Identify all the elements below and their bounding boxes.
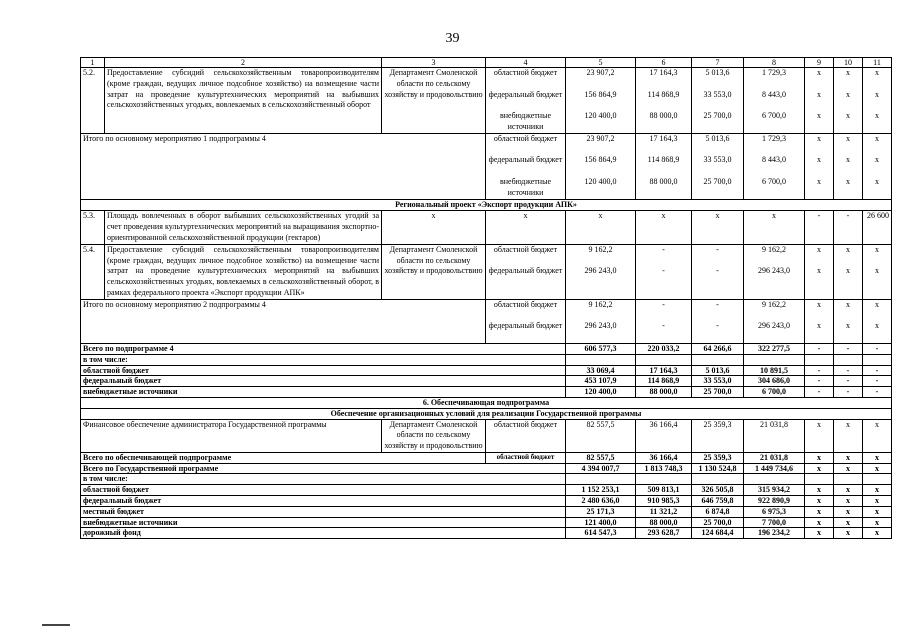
table-row: [81, 68, 892, 134]
value-col-11: -: [863, 365, 892, 376]
total-label: внебюджетные источники: [81, 387, 566, 398]
value-col-10: х: [834, 485, 863, 496]
table-row: [81, 211, 892, 244]
value-col-10: х: [834, 528, 863, 539]
value-col-7: 33 553,0: [692, 376, 744, 387]
value-col-7: 25 700,0: [692, 517, 744, 528]
value-col-8: 315 934,2: [744, 485, 805, 496]
section-subheading: Обеспечение организационных условий для реализации Государственной программы: [81, 408, 892, 419]
value-col-6: х: [636, 211, 692, 244]
value-col-8: 1 729,3 8 443,0 6 700,0: [744, 133, 805, 199]
value-col-8: 21 031,8: [744, 452, 805, 463]
total-label: дорожный фонд: [81, 528, 566, 539]
measure-description: Предоставление субсидий сельскохозяйственным товаропроизводителям (кроме граждан, ведущих личное подсобное хозяйство) на возмещение части затрат на проведение культуртехнических мероприятий на выбывших сельскохозяйственных угодьях, вовлекаемых в сельскохозяйственный оборот: [105, 68, 382, 134]
col-num: 10: [834, 58, 863, 68]
value-col-7: 124 684,4: [692, 528, 744, 539]
value-col-6: 36 166,4: [636, 419, 692, 452]
value-col-5: 9 162,2 296 243,0: [566, 299, 636, 343]
funding-sources: областной бюджет федеральный бюджет внебюджетные источники: [486, 133, 566, 199]
value-col-5: 9 162,2 296 243,0: [566, 244, 636, 299]
value-col-11: х: [863, 506, 892, 517]
value-col-10: х х х: [834, 133, 863, 199]
row-number: 5.3.: [81, 211, 105, 244]
section-heading: 6. Обеспечивающая подпрограмма: [81, 397, 892, 408]
value-col-8: х: [744, 211, 805, 244]
value-col-10: х: [834, 463, 863, 474]
total-row: [81, 343, 892, 354]
total-row: [81, 387, 892, 398]
value-col-9: х: [805, 419, 834, 452]
page-number: 39: [445, 31, 460, 46]
col-num: 1: [81, 58, 105, 68]
value-col-7: 646 759,8: [692, 496, 744, 507]
value-col-5: 82 557,5: [566, 419, 636, 452]
value-col-10: -: [834, 211, 863, 244]
value-col-6: 11 321,2: [636, 506, 692, 517]
row-number: 5.2.: [81, 68, 105, 134]
value-col-10: х: [834, 452, 863, 463]
value-col-11: х х х: [863, 133, 892, 199]
value-col-10: х: [834, 419, 863, 452]
measure-description: Предоставление субсидий сельскохозяйственным товаропроизводителям (кроме граждан, ведущих личное подсобное хозяйство) на возмещение части затрат на проведение культуртехнических мероприятий на выбывших сельскохозяйственных угодьях, вовлекаемых в сельскохозяйственный оборот, в рамках федерального проекта «Экспорт продукции АПК»: [105, 244, 382, 299]
value-col-5: 82 557,5: [566, 452, 636, 463]
value-col-10: [834, 354, 863, 365]
value-col-10: х: [834, 496, 863, 507]
value-col-6: 1 813 748,3: [636, 463, 692, 474]
value-col-11: х х х: [863, 68, 892, 134]
total-label: федеральный бюджет: [81, 376, 566, 387]
value-col-11: х: [863, 485, 892, 496]
value-col-7: [692, 354, 744, 365]
value-col-3: х: [382, 211, 486, 244]
total-label: областной бюджет: [81, 485, 566, 496]
subtotal-label: Итого по основному мероприятию 1 подпрограммы 4: [81, 133, 486, 199]
total-row: [81, 496, 892, 507]
value-col-11: -: [863, 387, 892, 398]
value-col-5: 606 577,3: [566, 343, 636, 354]
value-col-8: 322 277,5: [744, 343, 805, 354]
total-label: Всего по обеспечивающей подпрограмме: [81, 452, 486, 463]
value-col-10: х х х: [834, 68, 863, 134]
funding-source: областной бюджет: [486, 452, 566, 463]
program-financing-table: [80, 57, 892, 539]
value-col-8: 7 700,0: [744, 517, 805, 528]
value-col-7: 25 359,3: [692, 452, 744, 463]
value-col-5: 121 400,0: [566, 517, 636, 528]
section-heading-row: [81, 408, 892, 419]
col-num: 4: [486, 58, 566, 68]
value-col-9: х х: [805, 299, 834, 343]
value-col-9: х: [805, 463, 834, 474]
total-row: [81, 485, 892, 496]
total-row: [81, 365, 892, 376]
value-col-7: - -: [692, 244, 744, 299]
value-col-5: 453 107,9: [566, 376, 636, 387]
col-num: 7: [692, 58, 744, 68]
value-col-11: х х: [863, 244, 892, 299]
value-col-5: 1 152 253,1: [566, 485, 636, 496]
value-col-9: -: [805, 211, 834, 244]
value-col-4: х: [486, 211, 566, 244]
value-col-9: х х х: [805, 68, 834, 134]
total-row: [81, 528, 892, 539]
total-row: [81, 517, 892, 528]
total-label: федеральный бюджет: [81, 496, 566, 507]
col-num: 9: [805, 58, 834, 68]
value-col-10: [834, 474, 863, 485]
value-col-7: 5 013,6 33 553,0 25 700,0: [692, 68, 744, 134]
value-col-9: х х: [805, 244, 834, 299]
value-col-9: х: [805, 528, 834, 539]
section-heading-row: [81, 397, 892, 408]
value-col-8: 1 729,3 8 443,0 6 700,0: [744, 68, 805, 134]
funding-sources: областной бюджет федеральный бюджет: [486, 244, 566, 299]
value-col-7: 25 359,3: [692, 419, 744, 452]
value-col-9: -: [805, 376, 834, 387]
value-col-11: 26 600: [863, 211, 892, 244]
value-col-8: 1 449 734,6: [744, 463, 805, 474]
value-col-11: -: [863, 343, 892, 354]
value-col-5: 33 069,4: [566, 365, 636, 376]
table-row: [81, 299, 892, 343]
funding-sources: областной бюджет федеральный бюджет: [486, 299, 566, 343]
value-col-8: 196 234,2: [744, 528, 805, 539]
total-row: [81, 376, 892, 387]
funding-source: областной бюджет: [486, 419, 566, 452]
value-col-8: 9 162,2 296 243,0: [744, 299, 805, 343]
value-col-6: 220 033,2: [636, 343, 692, 354]
section-heading-row: [81, 199, 892, 211]
value-col-7: 5 013,6 33 553,0 25 700,0: [692, 133, 744, 199]
value-col-9: -: [805, 365, 834, 376]
value-col-8: [744, 474, 805, 485]
value-col-6: 509 813,1: [636, 485, 692, 496]
value-col-7: х: [692, 211, 744, 244]
value-col-6: 293 628,7: [636, 528, 692, 539]
value-col-9: х: [805, 485, 834, 496]
value-col-6: 88 000,0: [636, 517, 692, 528]
value-col-9: -: [805, 387, 834, 398]
value-col-11: х: [863, 517, 892, 528]
value-col-9: -: [805, 343, 834, 354]
value-col-11: -: [863, 376, 892, 387]
value-col-9: х: [805, 506, 834, 517]
value-col-5: 4 394 007,7: [566, 463, 636, 474]
value-col-6: 17 164,3 114 868,9 88 000,0: [636, 133, 692, 199]
regional-project-heading: Региональный проект «Экспорт продукции АПК»: [81, 199, 892, 211]
value-col-9: х: [805, 496, 834, 507]
total-row: [81, 474, 892, 485]
table-row: [81, 133, 892, 199]
value-col-8: 10 891,5: [744, 365, 805, 376]
total-label: в том числе:: [81, 474, 566, 485]
value-col-8: 21 031,8: [744, 419, 805, 452]
total-label: в том числе:: [81, 354, 566, 365]
value-col-9: х х х: [805, 133, 834, 199]
executor: Департамент Смоленской области по сельскому хозяйству и продовольствию: [382, 244, 486, 299]
indicator-description: Площадь вовлеченных в оборот выбывших сельскохозяйственных угодий за счет проведения культуртехнических мероприятий на выращивания экспортно-ориентированной сельскохозяйственной продукции (гектаров): [105, 211, 382, 244]
column-number-row: [81, 58, 892, 68]
value-col-6: [636, 474, 692, 485]
value-col-5: х: [566, 211, 636, 244]
value-col-8: [744, 354, 805, 365]
value-col-11: х: [863, 528, 892, 539]
value-col-8: 6 975,3: [744, 506, 805, 517]
value-col-9: х: [805, 452, 834, 463]
col-num: 5: [566, 58, 636, 68]
table-row: [81, 419, 892, 452]
col-num: 8: [744, 58, 805, 68]
subtotal-label: Итого по основному мероприятию 2 подпрограммы 4: [81, 299, 486, 343]
total-label: внебюджетные источники: [81, 517, 566, 528]
value-col-7: 25 700,0: [692, 387, 744, 398]
value-col-10: -: [834, 343, 863, 354]
value-col-7: 1 130 524,8: [692, 463, 744, 474]
value-col-8: 922 890,9: [744, 496, 805, 507]
value-col-5: 2 480 636,0: [566, 496, 636, 507]
value-col-9: [805, 354, 834, 365]
total-row: [81, 463, 892, 474]
value-col-5: 120 400,0: [566, 387, 636, 398]
value-col-10: х х: [834, 299, 863, 343]
value-col-10: х: [834, 506, 863, 517]
value-col-7: 326 505,8: [692, 485, 744, 496]
col-num: 3: [382, 58, 486, 68]
value-col-6: 36 166,4: [636, 452, 692, 463]
total-row: [81, 506, 892, 517]
total-row: [81, 354, 892, 365]
value-col-5: 23 907,2 156 864,9 120 400,0: [566, 68, 636, 134]
total-row: [81, 452, 892, 463]
value-col-7: 64 266,6: [692, 343, 744, 354]
value-col-6: - -: [636, 244, 692, 299]
total-label: областной бюджет: [81, 365, 566, 376]
value-col-11: х: [863, 496, 892, 507]
total-label: Всего по подпрограмме 4: [81, 343, 566, 354]
value-col-7: - -: [692, 299, 744, 343]
value-col-6: 88 000,0: [636, 387, 692, 398]
value-col-11: [863, 354, 892, 365]
value-col-5: [566, 474, 636, 485]
value-col-6: 17 164,3 114 868,9 88 000,0: [636, 68, 692, 134]
value-col-7: [692, 474, 744, 485]
value-col-6: [636, 354, 692, 365]
value-col-11: [863, 474, 892, 485]
value-col-10: -: [834, 376, 863, 387]
executor: Департамент Смоленской области по сельскому хозяйству и продовольствию: [382, 68, 486, 134]
value-col-8: 9 162,2 296 243,0: [744, 244, 805, 299]
value-col-8: 6 700,0: [744, 387, 805, 398]
executor: Департамент Смоленской области по сельскому хозяйству и продовольствию: [382, 419, 486, 452]
value-col-9: х: [805, 517, 834, 528]
value-col-11: х: [863, 452, 892, 463]
value-col-10: -: [834, 387, 863, 398]
value-col-7: 6 874,8: [692, 506, 744, 517]
value-col-11: х: [863, 419, 892, 452]
value-col-10: х х: [834, 244, 863, 299]
total-label: местный бюджет: [81, 506, 566, 517]
col-num: 2: [105, 58, 382, 68]
measure-description: Финансовое обеспечение администратора Государственной программы: [81, 419, 382, 452]
value-col-9: [805, 474, 834, 485]
value-col-5: 614 547,3: [566, 528, 636, 539]
funding-sources: областной бюджет федеральный бюджет внебюджетные источники: [486, 68, 566, 134]
value-col-6: 17 164,3: [636, 365, 692, 376]
value-col-10: -: [834, 365, 863, 376]
value-col-7: 5 013,6: [692, 365, 744, 376]
row-number: 5.4.: [81, 244, 105, 299]
total-label: Всего по Государственной программе: [81, 463, 566, 474]
value-col-5: 23 907,2 156 864,9 120 400,0: [566, 133, 636, 199]
value-col-5: [566, 354, 636, 365]
value-col-11: х х: [863, 299, 892, 343]
col-num: 11: [863, 58, 892, 68]
value-col-6: 910 985,3: [636, 496, 692, 507]
table-row: [81, 244, 892, 299]
value-col-11: х: [863, 463, 892, 474]
value-col-8: 304 686,0: [744, 376, 805, 387]
value-col-5: 25 171,3: [566, 506, 636, 517]
value-col-10: х: [834, 517, 863, 528]
col-num: 6: [636, 58, 692, 68]
value-col-6: - -: [636, 299, 692, 343]
scan-artifact-mark: [42, 624, 70, 626]
value-col-6: 114 868,9: [636, 376, 692, 387]
